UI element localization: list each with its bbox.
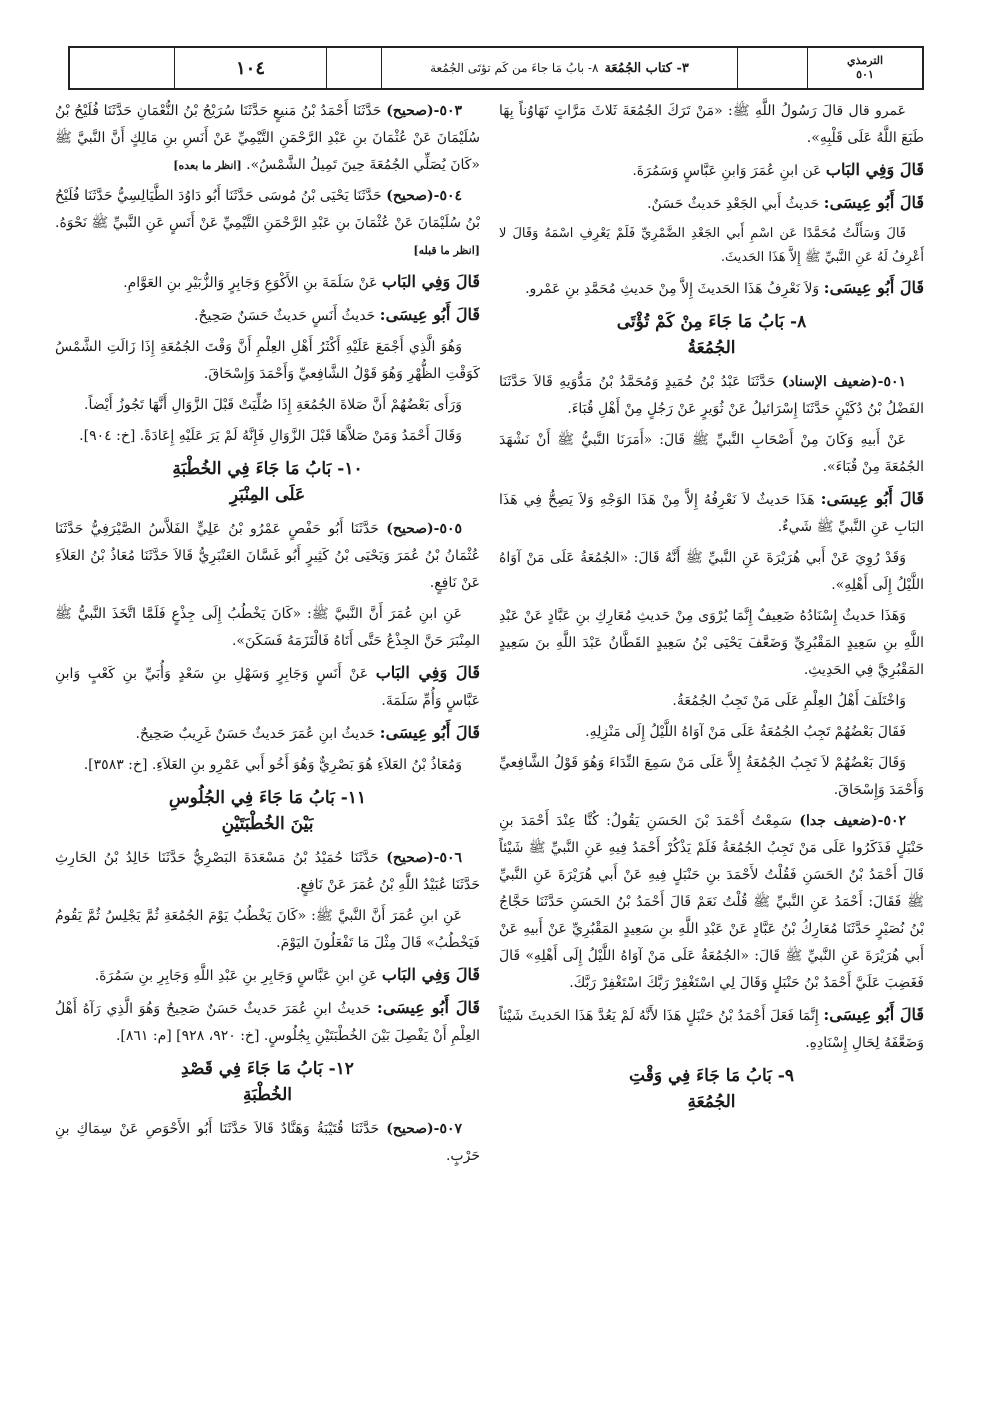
text-paragraph: عَنِ ابنِ عُمَرَ أَنَّ النَّبيَّ ﷺ: «كَانَ يَخْطُبُ إِلَى جِذْعٍ فَلَمَّا اتَّخَذَ النَّبيُّ ﷺ المِنْبَرَ حَنَّ الجِذْعُ حَتَّى أَتَاهُ فَالْتَزَمَهُ فَسَكَنَ». xyxy=(55,606,480,649)
text-paragraph: وَاخْتَلَفَ أَهْلُ العِلْمِ عَلَى مَنْ تَجِبُ الجُمُعَةُ. xyxy=(672,693,906,709)
text-paragraph: وَهَذَا حَديثٌ إِسْنَادُهُ ضَعِيفٌ إِنَّمَا يُرْوَى مِنْ حَديثِ مُعَارِكِ بنِ عَبَّادٍ عَنْ عَبْدِ اللَّهِ بنِ سَعِيدٍ المَقْبُرِيِّ وَضَعَّفَ يَحْيَى بْنُ سَعِيدٍ القَطَّانُ عَبْدَ اللَّهِ بنَ سَعِيدٍ المَقْبُرِيَّ فِي الحَدِيثِ. xyxy=(499,608,924,678)
page-header xyxy=(68,46,924,90)
commentary-paragraph xyxy=(55,961,480,990)
commentary-paragraph xyxy=(55,719,480,748)
left-text-column xyxy=(55,98,480,1388)
chapter-heading-line: ١٢- بَابُ مَا جَاءَ فِي قَصْدِ xyxy=(181,1059,354,1079)
hadith-text: سَمِعْتُ أَحْمَدَ بْنَ الحَسَنِ يَقُولُ: كُنَّا عِنْدَ أَحْمَدَ بنِ حَنْبَلٍ فَذَكَرُوا عَلَى مَنْ تَجِبُ الجُمُعَةُ فَلَمْ يَذْكُرْ أَحْمَدُ فِيهِ عَنِ النَّبيِّ ﷺ شَيْئاً قَالَ أَحْمَدُ بْنُ الحَسَنِ فَقُلْتُ لأَحْمَدَ بنِ حَنْبَلٍ فِيهِ عَنْ أَبي هُرَيْرَةَ عَنِ النَّبيِّ ﷺ فَقَالَ: أَحْمَدُ عَنِ النَّبيِّ ﷺ قُلْتُ نَعَمْ قَالَ أَحْمَدُ بْنُ الحَسَنِ حَدَّثَنَا حَجَّاجُ بْنُ نُصَيْرٍ حَدَّثَنَا مُعَارِكُ بْنُ عَبَّادٍ عَنْ عَبْدِ اللَّهِ بنِ سَعِيدٍ المَقْبُرِيِّ عَنْ أَبيهِ عَنْ أَبي هُرَيْرَةَ عَنِ النَّبيِّ ﷺ قَالَ: «الجُمُعَةُ عَلَى مَنْ آوَاهُ اللَّيْلُ إِلَى أَهْلِهِ» قَالَ فَغَضِبَ عَلَيَّ أَحْمَدُ بْنُ حَنْبَلٍ وَقَالَ لِي اسْتَغْفِرْ رَبَّكَ اسْتَغْفِرْ رَبَّكَ. xyxy=(499,813,924,991)
commentary-text: حَديثُ أَبي الجَعْدِ حَديثٌ حَسَنٌ. xyxy=(647,196,820,212)
hadith-paragraph xyxy=(55,1116,480,1170)
hadith-paragraph xyxy=(499,808,924,997)
text-paragraph: عَمرو قال قالَ رَسُولُ اللَّهِ ﷺ: «مَنْ تَرَكَ الجُمُعَةَ ثَلاثَ مَرَّاتٍ تَهَاوُناً بِهَا طَبَعَ اللَّهُ عَلَى قَلْبِهِ». xyxy=(499,103,924,146)
hadith-grade: -(صحيح) xyxy=(386,188,440,204)
speaker-lead: قَالَ وَفِي البَاب xyxy=(381,272,480,291)
hadith-paragraph xyxy=(499,369,924,423)
speaker-lead: قَالَ أَبُو عِيسَى: xyxy=(823,278,924,297)
chapter-heading-line: ٩- بَابُ مَا جَاءَ فِي وَقْتِ xyxy=(629,1066,794,1086)
hadith-number: ٥٠٢ xyxy=(883,813,907,829)
source-cell xyxy=(807,48,922,88)
chapter-heading-line: الجُمُعَةِ xyxy=(687,1092,736,1112)
commentary-text: وَلاَ نَعْرِفُ هَذَا الحَديثَ إِلاَّ مِنْ حَديثِ مُحَمَّدِ بنِ عَمْرو. xyxy=(525,281,820,297)
text-paragraph: عَنْ أَبيهِ وَكَانَ مِنْ أَصْحَابِ النَّبيِّ ﷺ قَالَ: «أَمَرَنَا النَّبيُّ ﷺ أَنْ نَشْهَدَ الجُمُعَةَ مِنْ قُبَاءَ». xyxy=(499,432,924,475)
header-spacer xyxy=(70,48,174,88)
commentary-paragraph xyxy=(499,485,924,541)
chapter-heading xyxy=(55,1056,480,1108)
commentary-text: إِنَّمَا فَعَلَ أَحْمَدُ بْنُ حَنْبَلٍ هَذَا لأَنَّهُ لَمْ يَعُدَّ هَذَا الحَديثَ شَيْئاً وَضَعَّفَهُ لِحَالِ إِسْنَادِهِ. xyxy=(499,1008,924,1051)
hadith-number: ٥٠٦ xyxy=(439,850,463,866)
hadith-number: ٥٠٥ xyxy=(439,521,463,537)
speaker-lead: قَالَ وَفِي البَاب xyxy=(381,965,480,984)
commentary-paragraph xyxy=(55,301,480,330)
commentary-text: عَنِ ابنِ عَبَّاسٍ وَجَابِرِ بنِ عَبْدِ اللَّهِ وَجَابِرِ بنِ سَمُرَةَ. xyxy=(94,968,378,984)
commentary-text: عَنْ أَنَسٍ وَجَابِرٍ وَسَهْلِ بنِ سَعْدٍ وَأُبَيِّ بنِ كَعْبٍ وَابنِ عَبَّاسٍ وَأُمِّ سَلَمَةَ. xyxy=(55,666,480,709)
cross-reference: [انظر ما بعده] xyxy=(173,159,242,172)
commentary-text: حَديثُ ابنِ عُمَرَ حَديثٌ حَسَنٌ غَرِيبٌ صَحِيحٌ. xyxy=(135,726,376,742)
chapter-heading xyxy=(499,309,924,361)
speaker-lead: قَالَ أَبُو عِيسَى: xyxy=(823,193,924,212)
speaker-lead: قَالَ أَبُو عِيسَى: xyxy=(376,998,480,1017)
commentary-text: حَديثُ ابنِ عُمَرَ حَديثٌ حَسَنٌ صَحِيحٌ وَهُوَ الَّذِي رَآهُ أَهْلُ العِلْمِ أَنْ يَفْصِلَ بَيْنَ الخُطْبَتَيْنِ بِجُلُوسٍ. [خ: ٩٢٠، ٩٢٨] [م: ٨٦١]. xyxy=(55,1001,480,1044)
text-paragraph: وَقَدْ رُوِيَ عَنْ أَبي هُرَيْرَةَ عَنِ النَّبيِّ ﷺ أَنَّهُ قَالَ: «الجُمُعَةُ عَلَى مَنْ آوَاهُ اللَّيْلُ إِلَى أَهْلِهِ». xyxy=(499,550,924,593)
hadith-paragraph xyxy=(55,516,480,597)
commentary-paragraph xyxy=(55,268,480,297)
text-paragraph: وَرَأَى بَعْضُهُمْ أَنَّ صَلاةَ الجُمُعَةِ إِذَا صُلِّيَتْ قَبْلَ الزَّوَالِ أَنَّهَا تَجُوزُ أَيْضاً. xyxy=(84,397,462,413)
hadith-grade: -(صحيح) xyxy=(386,1121,440,1137)
hadith-text: حَدَّثَنَا يَحْيَى بْنُ مُوسَى حَدَّثَنَا أَبُو دَاوُدَ الطَّيَالِسِيُّ حَدَّثَنَا فُلَيْحُ بْنُ سُلَيْمَانَ عَنْ عُثْمَانَ بنِ عَبْدِ الرَّحْمَنِ التَّيْمِيِّ عَنْ أَنَسٍ عَنِ النَّبيِّ ﷺ نَحْوَهُ. xyxy=(55,188,480,231)
hadith-text: حَدَّثَنَا قُتَيْبَةُ وَهَنَّادٌ قَالاَ حَدَّثَنَا أَبُو الأَحْوَصِ عَنْ سِمَاكِ بنِ حَرْبٍ. xyxy=(55,1121,480,1164)
text-paragraph: عَنِ ابنِ عُمَرَ أَنَّ النَّبيَّ ﷺ: «كَانَ يَخْطُبُ يَوْمَ الجُمُعَةِ ثُمَّ يَجْلِسُ ثُمَّ يَقُومُ فَيَخْطُبُ» قَالَ مِثْلَ مَا تَفْعَلُونَ اليَوْمَ. xyxy=(55,908,480,951)
note-paragraph: قَالَ وَسَأَلْتُ مُحَمَّدًا عَن اسْمِ أَبي الجَعْدِ الضَّمْرِيِّ فَلَمْ يَعْرِفِ اسْمَهُ وَقَالَ لا أَعْرِفُ لَهُ عَنِ النَّبيِّ ﷺ إِلاَّ هَذَا الحَديثَ. xyxy=(499,226,924,265)
hadith-grade: -(ضعيف الإسناد) xyxy=(781,374,884,390)
chapter-heading xyxy=(499,1063,924,1115)
hadith-text: حَدَّثَنَا أَحْمَدُ بْنُ مَنيعٍ حَدَّثَنَا سُرَيْجُ بْنُ النُّعْمَانِ حَدَّثَنَا فُلَيْحُ بْنُ سُلَيْمَانَ عَنْ عُثْمَانَ بنِ عَبْدِ الرَّحْمَنِ التَّيْمِيِّ عَنْ أَنَسِ بنِ مَالِكٍ أَنَّ النَّبيَّ ﷺ «كَانَ يُصَلِّي الجُمُعَةَ حِينَ تَمِيلُ الشَّمْسُ». xyxy=(55,103,480,173)
chapter-name: ٣- كتاب الجُمُعَة xyxy=(604,60,689,76)
commentary-text: هَذَا حَديثٌ لاَ نَعْرِفُهُ إِلاَّ مِنْ هَذَا الوَجْهِ وَلاَ يَصِحُّ فِي هَذَا البَابِ عَنِ النَّبيِّ ﷺ شَيءٌ. xyxy=(499,492,924,535)
hadith-grade: -(صحيح) xyxy=(386,850,440,866)
commentary-paragraph xyxy=(499,189,924,218)
text-paragraph: فَقَالَ بَعْضُهُمْ تَجِبُ الجُمُعَةُ عَلَى مَنْ آوَاهُ اللَّيْلُ إِلَى مَنْزِلِهِ. xyxy=(585,724,906,740)
chapter-title xyxy=(381,48,737,88)
commentary-paragraph xyxy=(55,994,480,1050)
chapter-heading-line: ١١- بَابُ مَا جَاءَ فِي الجُلُوسِ xyxy=(168,788,367,808)
commentary-paragraph xyxy=(499,274,924,303)
speaker-lead: قَالَ أَبُو عِيسَى: xyxy=(820,489,924,508)
hadith-grade: -(ضعيف جدا) xyxy=(799,813,884,829)
source-number: ٥٠١ xyxy=(856,68,874,81)
source-title: الترمذي xyxy=(846,54,884,67)
commentary-paragraph xyxy=(55,659,480,715)
speaker-lead: قَالَ أَبُو عِيسَى: xyxy=(823,1005,924,1024)
commentary-text: عَن ابنِ عُمَرَ وَابنِ عَبَّاسٍ وَسَمُرَةَ. xyxy=(632,163,822,179)
hadith-number: ٥٠٧ xyxy=(439,1121,462,1137)
chapter-heading-line: الخُطْبَةِ xyxy=(242,1085,293,1105)
speaker-lead: قَالَ وَفِي البَاب xyxy=(375,663,480,682)
hadith-text: حَدَّثَنَا حُمَيْدُ بْنُ مَسْعَدَةَ البَصْرِيُّ حَدَّثَنَا خَالِدُ بْنُ الحَارِثِ حَدَّثَنَا عُبَيْدُ اللَّهِ بْنُ عُمَرَ عَنْ نَافِعٍ. xyxy=(55,850,480,893)
subchapter-name: ٨- بابُ مَا جاءَ من كَم تؤتَى الجُمُعة xyxy=(430,61,599,75)
header-spacer xyxy=(326,48,381,88)
speaker-lead: قَالَ وَفِي البَاب xyxy=(825,160,924,179)
hadith-paragraph xyxy=(55,845,480,899)
cross-reference: [انظر ما قبله] xyxy=(413,244,480,257)
chapter-heading-line: بَيْنَ الخُطْبَتَيْنِ xyxy=(221,814,314,834)
hadith-number: ٥٠٤ xyxy=(439,188,463,204)
hadith-number: ٥٠١ xyxy=(883,374,907,390)
hadith-text: حَدَّثَنَا عَبْدُ بْنُ حُمَيدٍ وَمُحَمَّدُ بْنُ مَدُّوَيهِ قَالاَ حَدَّثَنَا الفَضْلُ بْنُ دُكَيْنٍ حَدَّثَنَا إِسْرَائيلُ عَنْ ثُوَيرٍ عَنْ رَجُلٍ مِنْ أَهْلِ قُبَاءَ. xyxy=(499,374,924,417)
chapter-heading-line: عَلَى المِنْبَرِ xyxy=(229,485,306,505)
hadith-paragraph xyxy=(55,98,480,179)
hadith-text: حَدَّثَنَا أَبُو حَفْصٍ عَمْرُو بْنُ عَلِيٍّ الفَلاَّسُ الصَّيْرَفِيُّ حَدَّثَنَا عُثْمَانُ بْنُ عُمَرَ وَيَحْيَى بْنُ كَثِيرٍ أَبُو غَسَّانَ العَنْبَرِيُّ قَالاَ حَدَّثَنَا مُعَاذُ بْنُ العَلاَءِ عَنْ نَافِعٍ. xyxy=(55,521,480,591)
text-paragraph: وَمُعَاذُ بْنُ العَلاَءِ هُوَ بَصْرِيٌّ وَهُوَ أَخُو أَبي عَمْرِو بنِ العَلاَءِ. [خ: ٣٥٨٣]. xyxy=(83,757,462,773)
chapter-heading-line: ٨- بَابُ مَا جَاءَ مِنْ كَمْ تُؤْتَى xyxy=(616,312,807,332)
hadith-paragraph xyxy=(55,183,480,264)
commentary-text: عَنْ سَلَمَةَ بنِ الأَكْوَعِ وَجَابِرٍ وَالزُّبَيْرِ بنِ العَوَّامِ. xyxy=(123,275,378,291)
chapter-heading-line: ١٠- بَابُ مَا جَاءَ فِي الخُطْبَةِ xyxy=(172,459,363,479)
text-paragraph: وَقَالَ بَعْضُهُمْ لاَ تَجِبُ الجُمُعَةُ إِلاَّ عَلَى مَنْ سَمِعَ النِّدَاءَ وَهُوَ قَوْلُ الشَّافِعيِّ وَأَحْمَدَ وَإِسْحَاقَ. xyxy=(499,755,924,798)
page-number: ١٠٤ xyxy=(174,48,326,88)
commentary-text: حَديثُ أَنَسٍ حَديثٌ حَسَنٌ صَحِيحٌ. xyxy=(194,308,376,324)
hadith-grade: -(صحيح) xyxy=(386,103,440,119)
speaker-lead: قَالَ أَبُو عِيسَى: xyxy=(379,723,480,742)
speaker-lead: قَالَ أَبُو عِيسَى: xyxy=(379,305,480,324)
text-paragraph: وَقَالَ أَحْمَدُ وَمَنْ صَلاَّهَا قَبْلَ الزَّوَالِ فَإِنَّهُ لَمْ يَرَ عَلَيْهِ إِعَادَةً. [خ: ٩٠٤]. xyxy=(79,428,462,444)
chapter-heading xyxy=(55,456,480,508)
text-paragraph: وَهُوَ الَّذِي أَجْمَعَ عَلَيْهِ أَكْثَرُ أَهْلِ العِلْمِ أَنَّ وَقْتَ الجُمُعَةِ إِذَا زَالَتِ الشَّمْسُ كَوَقْتِ الظُّهْرِ وَهُوَ قَوْلُ الشَّافِعيِّ وَأَحْمَدَ وَإِسْحَاقَ. xyxy=(55,339,480,382)
right-text-column xyxy=(499,98,924,1388)
commentary-paragraph xyxy=(499,156,924,185)
commentary-paragraph xyxy=(499,1001,924,1057)
hadith-grade: -(صحيح) xyxy=(386,521,440,537)
hadith-number: ٥٠٣ xyxy=(439,103,462,119)
header-spacer xyxy=(737,48,807,88)
chapter-heading-line: الجُمُعَةُ xyxy=(687,338,736,358)
chapter-heading xyxy=(55,785,480,837)
